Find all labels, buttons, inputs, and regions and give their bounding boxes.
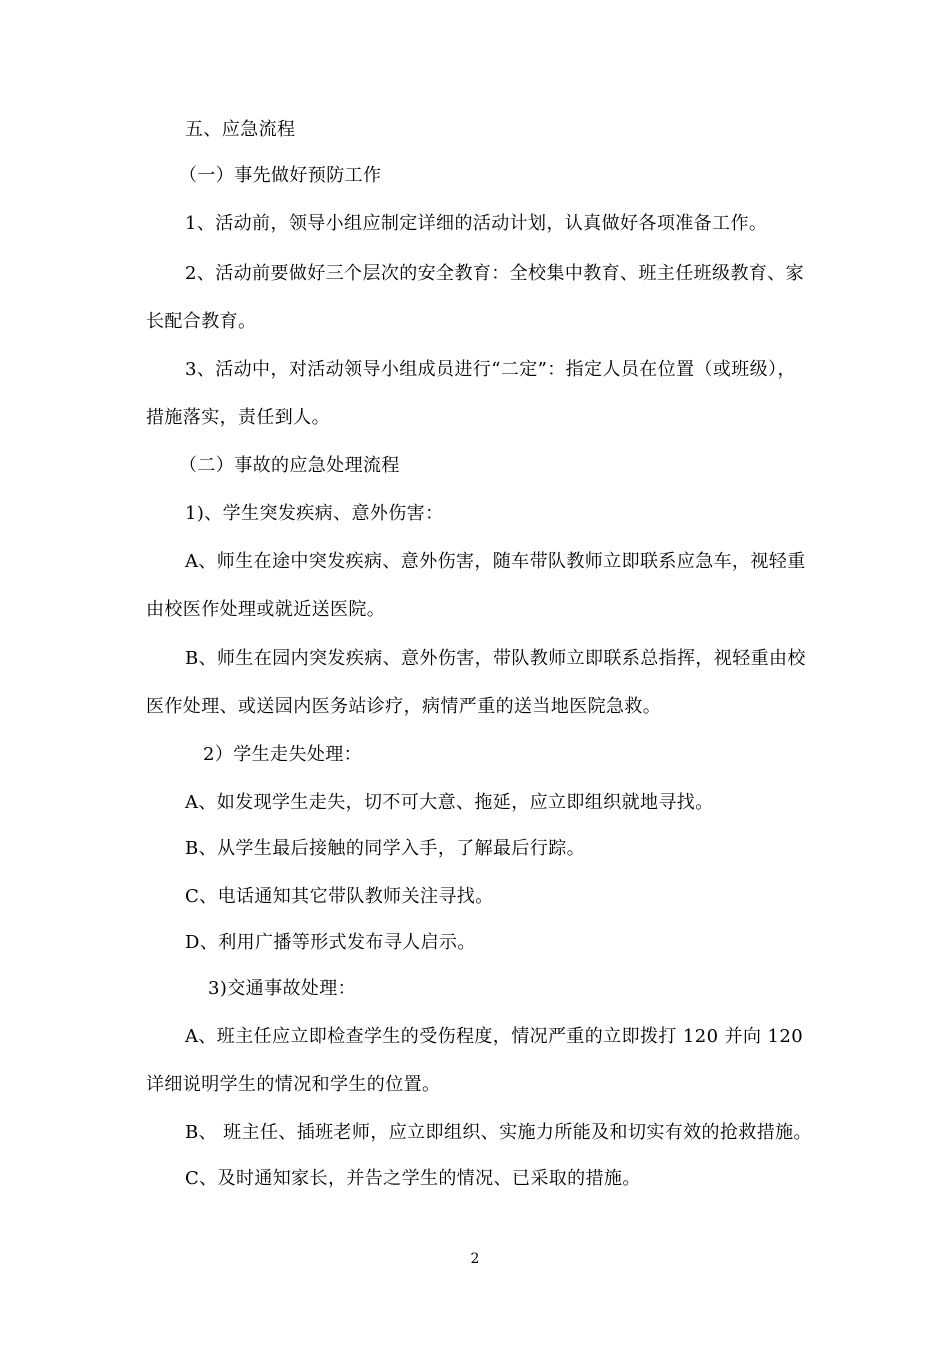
paragraph-line: B、 班主任、插班老师，应立即组织、实施力所能及和切实有效的抢救措施。: [185, 1122, 812, 1143]
section-heading: 五、应急流程: [185, 119, 296, 140]
paragraph-line: A、师生在途中突发疾病、意外伤害，随车带队教师立即联系应急车，视轻重: [185, 551, 806, 572]
item-heading: 3)交通事故处理：: [208, 978, 357, 999]
paragraph-line: A、如发现学生走失，切不可大意、拖延，应立即组织就地寻找。: [185, 792, 714, 813]
paragraph-line: 1、活动前，领导小组应制定详细的活动计划，认真做好各项准备工作。: [185, 213, 768, 234]
paragraph-line: B、师生在园内突发疾病、意外伤害，带队教师立即联系总指挥，视轻重由校: [185, 648, 806, 669]
item-heading: 1)、学生突发疾病、意外伤害：: [185, 503, 444, 524]
paragraph-line: B、从学生最后接触的同学入手，了解最后行踪。: [185, 838, 586, 859]
paragraph-line: C、电话通知其它带队教师关注寻找。: [185, 886, 494, 907]
paragraph-line: 医作处理、或送园内医务站诊疗，病情严重的送当地医院急救。: [146, 696, 662, 717]
paragraph-line: A、班主任应立即检查学生的受伤程度，情况严重的立即拨打 120 并向 120: [185, 1026, 804, 1047]
paragraph-line: D、利用广播等形式发布寻人启示。: [185, 932, 476, 953]
subsection-heading: （二）事故的应急处理流程: [179, 455, 400, 476]
paragraph-line: 措施落实，责任到人。: [146, 407, 330, 428]
paragraph-line: 长配合教育。: [146, 311, 257, 332]
page-number: 2: [470, 1251, 480, 1267]
paragraph-line: 2、活动前要做好三个层次的安全教育：全校集中教育、班主任班级教育、家: [185, 263, 805, 284]
paragraph-line: 详细说明学生的情况和学生的位置。: [146, 1074, 441, 1095]
subsection-heading: （一）事先做好预防工作: [179, 165, 382, 186]
paragraph-line: C、及时通知家长，并告之学生的情况、已采取的措施。: [185, 1168, 641, 1189]
item-heading: 2）学生走失处理：: [203, 744, 363, 765]
paragraph-line: 3、活动中，对活动领导小组成员进行“二定”：指定人员在位置（或班级），: [185, 359, 796, 380]
paragraph-line: 由校医作处理或就近送医院。: [146, 599, 386, 620]
